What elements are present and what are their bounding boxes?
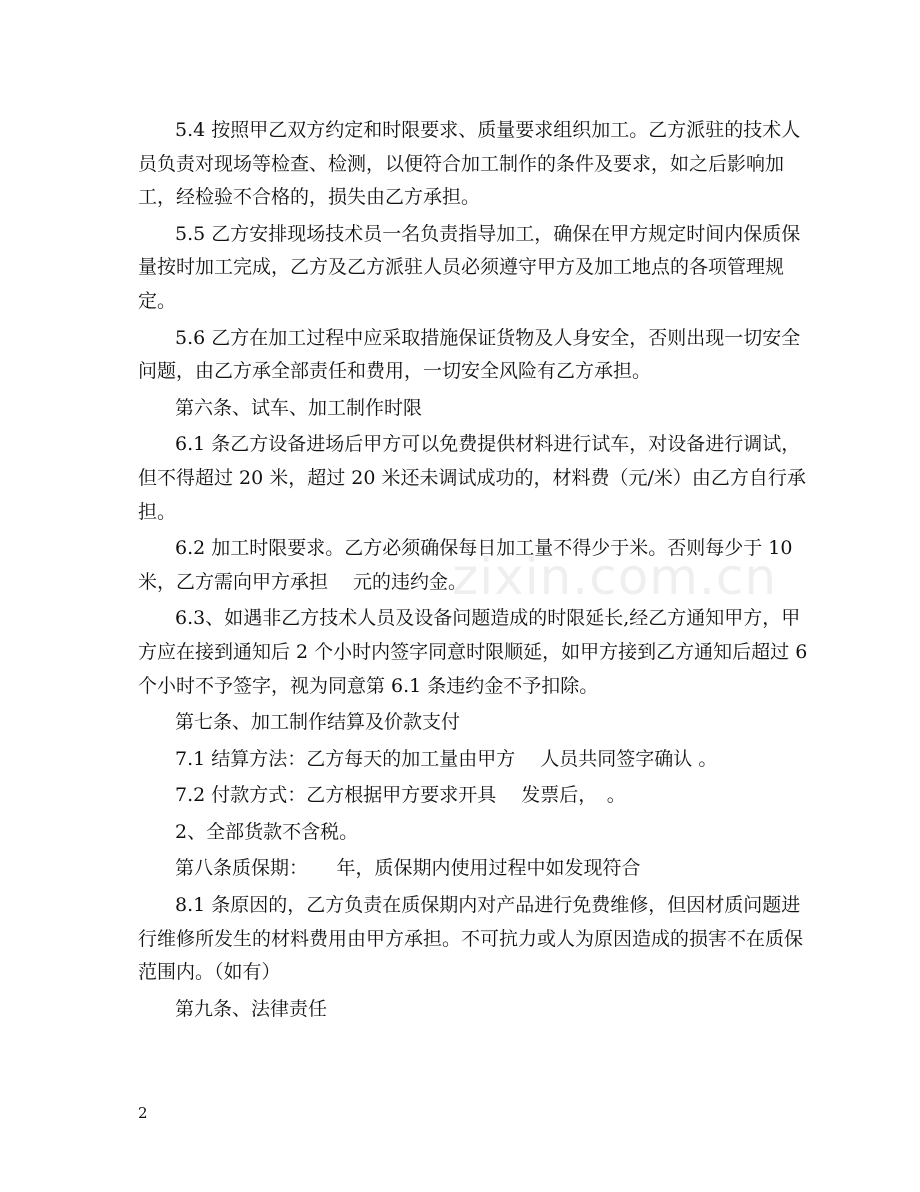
text-line: 方应在接到通知后 2 个小时内签字同意时限顺延，如甲方接到乙方通知后超过 6 bbox=[138, 640, 808, 663]
text-line: 量按时加工完成，乙方及乙方派驻人员必须遵守甲方及加工地点的各项管理规 bbox=[138, 256, 785, 279]
text-line: 2、全部货款不含税。 bbox=[175, 820, 359, 843]
text-line: 行维修所发生的材料费用由甲方承担。不可抗力或人为原因造成的损害不在质保 bbox=[138, 927, 804, 950]
page-number: 2 bbox=[138, 1104, 148, 1122]
text-line: 第八条质保期： 年，质保期内使用过程中如发现符合 bbox=[175, 857, 641, 880]
text-line: 5.4 按照甲乙双方约定和时限要求、质量要求组织加工。乙方派驻的技术人 bbox=[175, 119, 801, 141]
paragraph bbox=[138, 889, 804, 990]
text-line: 6.1 条乙方设备进场后甲方可以免费提供材料进行试车，对设备进行调试， bbox=[175, 433, 801, 456]
text-line: 8.1 条原因的，乙方负责在质保期内对产品进行免费维修，但因材质问题进 bbox=[175, 894, 801, 917]
text-line: 工，经检验不合格的，损失由乙方承担。 bbox=[138, 186, 481, 209]
paragraph bbox=[138, 218, 801, 319]
paragraph bbox=[138, 743, 784, 777]
text-line: 5.5 乙方安排现场技术员一名负责指导加工，确保在甲方规定时间内保质保 bbox=[175, 222, 801, 245]
text-line: 定。 bbox=[138, 289, 177, 312]
paragraph bbox=[138, 114, 801, 215]
text-line: 7.2 付款方式：乙方根据甲方要求开具 发票后， 。 bbox=[175, 784, 626, 807]
paragraph bbox=[138, 706, 784, 740]
text-line: 6.3、如遇非乙方技术人员及设备问题造成的时限延长,经乙方通知甲方，甲 bbox=[175, 607, 801, 630]
paragraph bbox=[138, 602, 808, 703]
text-line: 米，乙方需向甲方承担 元的违约金。 bbox=[138, 570, 468, 593]
paragraph bbox=[138, 532, 793, 599]
text-line: 第六条、试车、加工制作时限 bbox=[175, 396, 423, 419]
text-line: 问题，由乙方承全部责任和费用，一切安全风险有乙方承担。 bbox=[138, 360, 652, 383]
text-line: 6.2 加工时限要求。乙方必须确保每日加工量不得少于米。否则每少于 10 bbox=[175, 537, 793, 560]
text-line: 但不得超过 20 米，超过 20 米还未调试成功的，材料费（元/米）由乙方自行承 bbox=[138, 466, 806, 489]
text-line: 担。 bbox=[138, 500, 177, 523]
paragraph bbox=[138, 852, 784, 886]
paragraph bbox=[138, 428, 806, 529]
paragraph bbox=[138, 816, 784, 850]
text-line: 第七条、加工制作结算及价款支付 bbox=[175, 711, 461, 734]
paragraph bbox=[138, 993, 784, 1027]
paragraph bbox=[138, 322, 801, 389]
paragraph bbox=[138, 392, 784, 426]
text-line: 个小时不予签字，视为同意第 6.1 条违约金不予扣除。 bbox=[138, 674, 599, 697]
text-line: 5.6 乙方在加工过程中应采取措施保证货物及人身安全，否则出现一切安全 bbox=[175, 326, 801, 349]
paragraph bbox=[138, 779, 784, 813]
text-line: 员负责对现场等检查、检测，以便符合加工制作的条件及要求，如之后影响加 bbox=[138, 152, 785, 175]
text-line: 范围内。（如有） bbox=[138, 961, 281, 984]
document-body bbox=[138, 114, 808, 1029]
watermark: zixin.com.cn bbox=[452, 548, 778, 606]
text-line: 第九条、法律责任 bbox=[175, 997, 328, 1020]
text-line: 7.1 结算方法：乙方每天的加工量由甲方 人员共同签字确认 。 bbox=[175, 747, 718, 770]
